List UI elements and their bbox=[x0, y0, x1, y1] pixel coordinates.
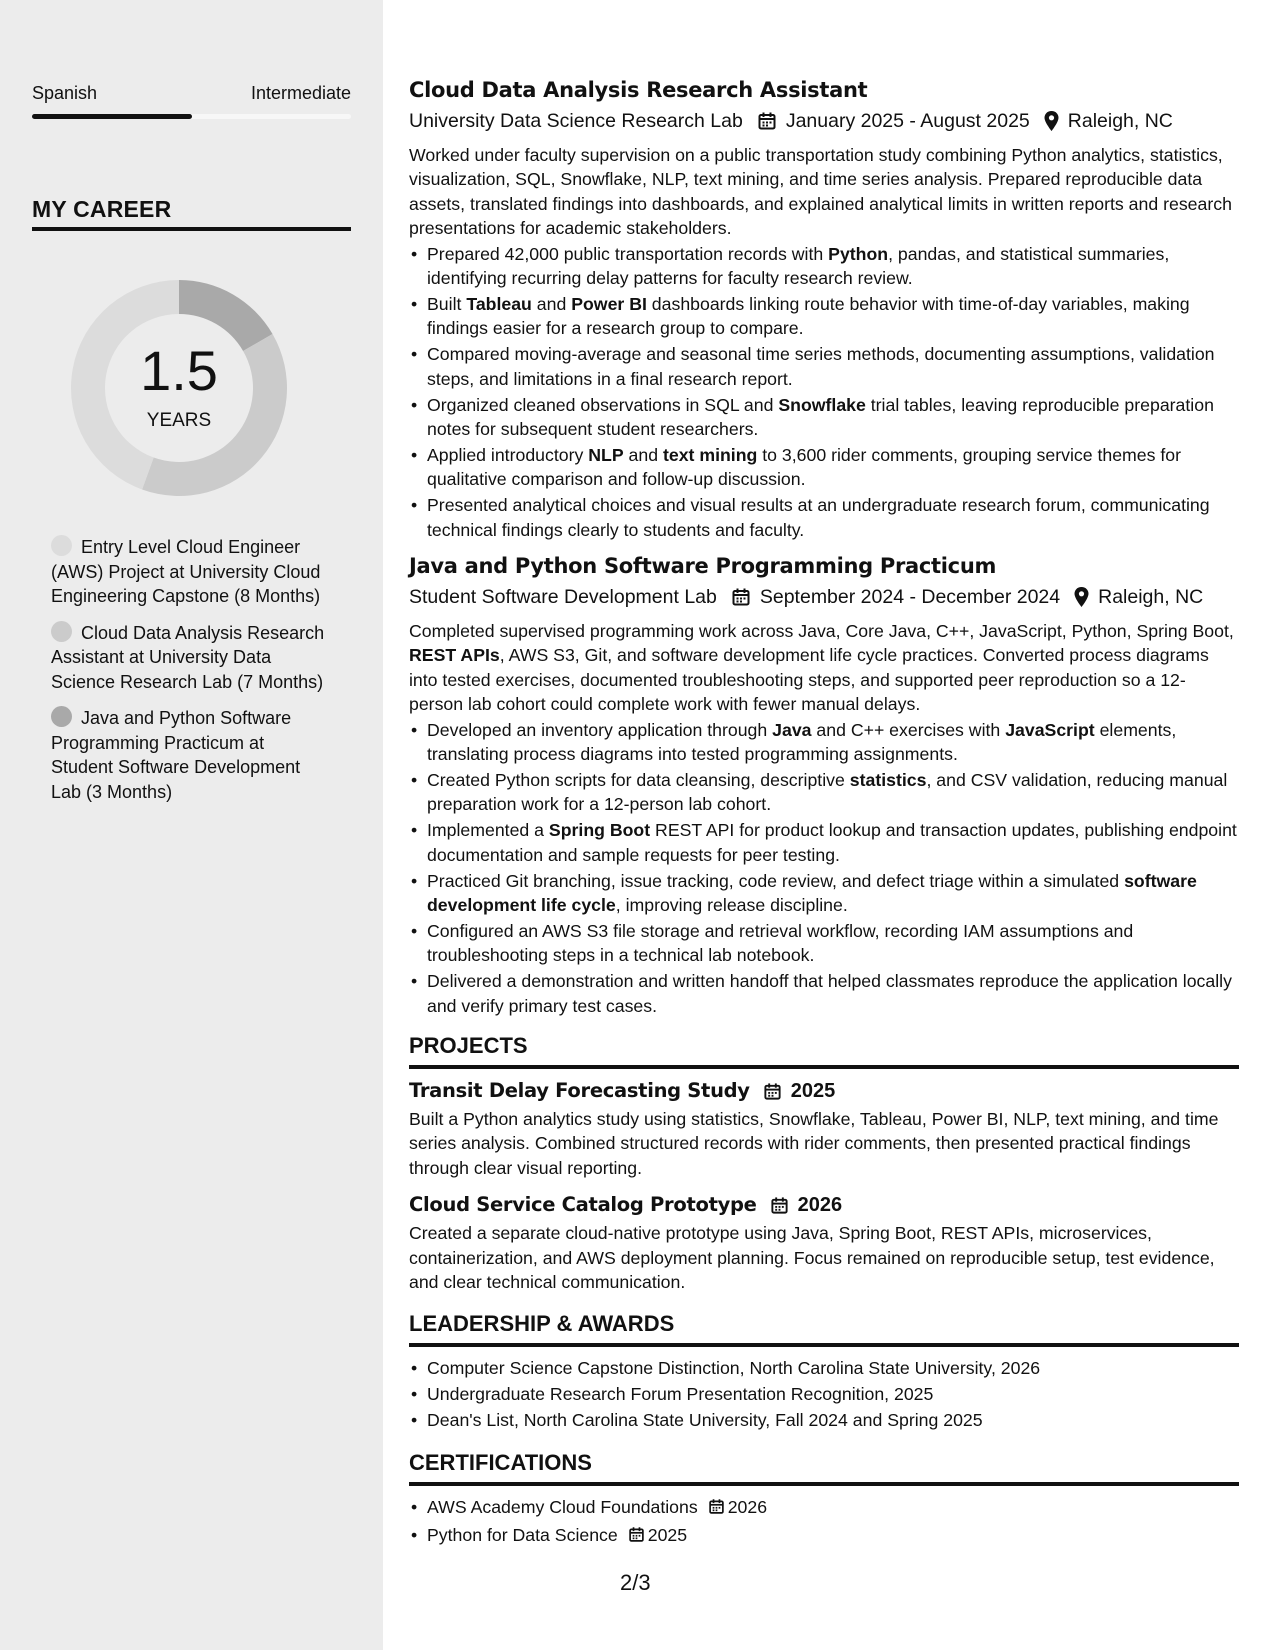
experience-entry bbox=[409, 76, 1239, 542]
project-year: 2026 bbox=[797, 1194, 843, 1217]
bold-keyword: software development life cycle bbox=[427, 870, 1197, 915]
certifications-list bbox=[409, 1495, 1239, 1549]
text-run: and C++ exercises with bbox=[811, 719, 1006, 740]
text-run: Practiced Git branching, issue tracking, code review, and defect triage within a simulated bbox=[427, 870, 1125, 891]
calendar-icon bbox=[757, 111, 777, 131]
bold-keyword: NLP bbox=[588, 444, 624, 465]
language-level: Intermediate bbox=[250, 83, 351, 103]
calendar-icon-wrap bbox=[731, 587, 751, 607]
text-run: Implemented a bbox=[427, 820, 549, 841]
text-run: REST API for product lookup and transaction updates, publishing endpoint documentation and sample requests for peer testing. bbox=[427, 820, 1237, 865]
job-meta bbox=[409, 583, 1239, 611]
text-run: dashboards linking route behavior with time-of-day variables, making findings easier for a research group to compare. bbox=[427, 293, 1190, 339]
project-name: Cloud Service Catalog Prototype bbox=[409, 1193, 757, 1217]
job-bullet bbox=[409, 919, 1239, 968]
experience-entry bbox=[409, 552, 1239, 1018]
job-organization: University Data Science Research Lab bbox=[409, 110, 743, 132]
bold-keyword: Tableau bbox=[466, 293, 532, 314]
text-run: elements, translating process diagrams into tested programming assignments. bbox=[427, 719, 1177, 765]
job-bullet bbox=[409, 493, 1239, 542]
job-organization: Student Software Development Lab bbox=[409, 586, 717, 608]
job-title: Cloud Data Analysis Research Assistant bbox=[409, 78, 868, 102]
text-run: to 3,600 rider comments, grouping service themes for qualitative comparison and follow-up discussion. bbox=[427, 444, 1182, 490]
legend-dot-icon bbox=[51, 621, 72, 642]
calendar-icon bbox=[708, 1498, 725, 1515]
job-bullet bbox=[409, 869, 1239, 918]
career-legend bbox=[51, 535, 331, 816]
calendar-icon bbox=[770, 1196, 789, 1215]
project-entry bbox=[409, 1078, 1239, 1180]
text-run: and bbox=[623, 444, 663, 465]
map-pin-icon bbox=[1044, 111, 1059, 131]
leadership-title: LEADERSHIP & AWARDS bbox=[409, 1311, 675, 1337]
job-meta bbox=[409, 107, 1239, 135]
job-summary bbox=[409, 619, 1239, 717]
text-run: trial tables, leaving reproducible preparation notes for subsequent student researchers. bbox=[427, 394, 1214, 439]
bold-keyword: statistics bbox=[849, 769, 927, 790]
certifications-title: CERTIFICATIONS bbox=[409, 1449, 592, 1475]
leadership-item: • Undergraduate Research Forum Presentation Recognition, 2025 bbox=[409, 1382, 1239, 1406]
job-location: Raleigh, NC bbox=[1098, 586, 1204, 608]
legend-dot-icon bbox=[51, 706, 72, 727]
job-bullets bbox=[409, 242, 1239, 542]
text-run: Delivered a demonstration and written handoff that helped classmates reproduce the application locally and verify primary test cases. bbox=[427, 971, 1232, 1016]
text-run: Organized cleaned observations in SQL and bbox=[427, 394, 779, 415]
bold-keyword: text mining bbox=[662, 444, 758, 465]
projects-section bbox=[409, 1032, 1239, 1294]
job-bullet bbox=[409, 443, 1239, 492]
job-summary bbox=[409, 143, 1239, 241]
map-pin-icon-wrap bbox=[1044, 111, 1059, 131]
text-run: , AWS S3, Git, and software development life cycle practices. Converted process diagrams into tested exercises, documented troubleshooting steps, and supported peer reproduction so a 12-person lab cohort could complete work with fewer manual delays. bbox=[409, 645, 1209, 715]
job-bullet bbox=[409, 393, 1239, 442]
project-entry bbox=[409, 1192, 1239, 1294]
map-pin-icon-wrap bbox=[1074, 587, 1089, 607]
career-legend-item bbox=[51, 621, 331, 695]
certifications-rule bbox=[409, 1482, 1239, 1486]
main-content bbox=[409, 76, 1239, 1550]
calendar-icon-wrap bbox=[770, 1196, 789, 1215]
text-run: Presented analytical choices and visual results at an undergraduate research forum, communicating technical findings clearly to students and faculty. bbox=[427, 495, 1210, 540]
text-run: Created Python scripts for data cleansing, descriptive bbox=[427, 769, 850, 790]
leadership-section bbox=[409, 1310, 1239, 1432]
bold-keyword: Java bbox=[772, 719, 812, 740]
text-run: Built bbox=[427, 293, 467, 314]
career-legend-text: Cloud Data Analysis Research Assistant at University Data Science Research Lab (7 Months) bbox=[51, 622, 325, 692]
career-legend-item bbox=[51, 535, 331, 609]
job-bullet bbox=[409, 292, 1239, 341]
bold-keyword: Spring Boot bbox=[548, 820, 651, 841]
text-run: , improving release discipline. bbox=[615, 894, 848, 915]
job-bullet bbox=[409, 818, 1239, 867]
text-run: Developed an inventory application through bbox=[427, 719, 773, 740]
text-run: Configured an AWS S3 file storage and retrieval workflow, recording IAM assumptions and troubleshooting steps in a technical lab notebook. bbox=[427, 920, 1134, 966]
calendar-icon bbox=[731, 587, 751, 607]
text-run: Worked under faculty supervision on a public transportation study combining Python analytics, statistics, visualization, SQL, Snowflake, NLP, text mining, and time series analysis. Prepared reproducible data assets, translated findings into dashboards, and explained analytical limits in written reports and research presentations for academic stakeholders. bbox=[409, 145, 1232, 239]
leadership-item: • Computer Science Capstone Distinction, North Carolina State University, 2026 bbox=[409, 1356, 1239, 1380]
certification-name: AWS Academy Cloud Foundations bbox=[427, 1496, 698, 1517]
legend-dot-icon bbox=[51, 535, 72, 556]
map-pin-icon bbox=[1074, 587, 1089, 607]
bold-keyword: Snowflake bbox=[778, 394, 866, 415]
certification-year: 2025 bbox=[647, 1524, 688, 1545]
project-header bbox=[409, 1078, 1239, 1104]
job-bullet bbox=[409, 768, 1239, 817]
text-run: Completed supervised programming work across Java, Core Java, C++, JavaScript, Python, Spring Boot, bbox=[409, 621, 1234, 641]
page-number: 2/3 bbox=[620, 1570, 651, 1595]
text-run: Prepared 42,000 public transportation records with bbox=[427, 243, 829, 264]
certifications-section bbox=[409, 1449, 1239, 1549]
calendar-icon-wrap bbox=[628, 1525, 645, 1549]
job-bullet bbox=[409, 342, 1239, 391]
career-total-years: 1.5 bbox=[140, 339, 218, 402]
certification-year: 2026 bbox=[727, 1496, 768, 1517]
certification-item bbox=[409, 1523, 1239, 1549]
career-total-unit: YEARS bbox=[146, 410, 212, 431]
calendar-icon bbox=[763, 1082, 782, 1101]
calendar-icon-wrap bbox=[708, 1497, 725, 1521]
language-row bbox=[32, 83, 351, 104]
job-title: Java and Python Software Programming Practicum bbox=[409, 554, 997, 578]
career-legend-text: Entry Level Cloud Engineer (AWS) Project at University Cloud Engineering Capstone (8 Months) bbox=[51, 537, 321, 606]
job-bullets bbox=[409, 718, 1239, 1018]
text-run: Compared moving-average and seasonal time series methods, documenting assumptions, validation steps, and limitations in a final research report. bbox=[427, 344, 1215, 389]
job-dates: January 2025 - August 2025 bbox=[785, 110, 1030, 132]
bold-keyword: Python bbox=[828, 243, 889, 264]
leadership-rule bbox=[409, 1343, 1239, 1347]
certification-name: Python for Data Science bbox=[427, 1524, 618, 1545]
job-location: Raleigh, NC bbox=[1067, 110, 1173, 132]
career-legend-text: Java and Python Software Programming Practicum at Student Software Development Lab (3 Months) bbox=[51, 708, 301, 802]
project-description: Created a separate cloud-native prototype using Java, Spring Boot, REST APIs, microservices, containerization, and AWS deployment planning. Focus remained on reproducible setup, test evidence, and clear technical communication. bbox=[409, 1223, 1215, 1293]
career-section-rule bbox=[32, 227, 351, 231]
text-run: and bbox=[531, 293, 572, 314]
project-header bbox=[409, 1192, 1239, 1218]
text-run: , pandas, and statistical summaries, identifying recurring delay patterns for faculty research review. bbox=[427, 243, 1170, 289]
projects-rule bbox=[409, 1065, 1239, 1069]
text-run: , and CSV validation, reducing manual preparation work for a 12-person lab cohort. bbox=[427, 769, 1228, 815]
project-year: 2025 bbox=[790, 1080, 836, 1102]
language-proficiency-fill bbox=[32, 114, 192, 119]
career-legend-item bbox=[51, 706, 331, 804]
calendar-icon-wrap bbox=[757, 111, 777, 131]
language-proficiency-bar bbox=[32, 114, 351, 119]
text-run: Applied introductory bbox=[427, 444, 589, 465]
job-bullet bbox=[409, 718, 1239, 767]
leadership-list bbox=[409, 1356, 1239, 1432]
bold-keyword: Power BI bbox=[571, 293, 647, 314]
leadership-item: • Dean's List, North Carolina State University, Fall 2024 and Spring 2025 bbox=[409, 1408, 1239, 1432]
certification-item bbox=[409, 1495, 1239, 1521]
project-name: Transit Delay Forecasting Study bbox=[409, 1079, 750, 1102]
job-bullet bbox=[409, 969, 1239, 1018]
job-dates: September 2024 - December 2024 bbox=[759, 586, 1061, 608]
job-bullet bbox=[409, 242, 1239, 291]
bold-keyword: REST APIs bbox=[409, 645, 500, 666]
sidebar bbox=[0, 0, 383, 1650]
calendar-icon bbox=[628, 1526, 645, 1543]
language-name: Spanish bbox=[32, 83, 98, 103]
bold-keyword: JavaScript bbox=[1005, 719, 1095, 740]
projects-title: PROJECTS bbox=[409, 1033, 528, 1058]
project-description: Built a Python analytics study using statistics, Snowflake, Tableau, Power BI, NLP, text mining, and time series analysis. Combined structured records with rider comments, then presented practical findings through clear visual reporting. bbox=[409, 1109, 1219, 1178]
career-section-title: MY CAREER bbox=[32, 196, 172, 222]
calendar-icon-wrap bbox=[763, 1082, 782, 1101]
